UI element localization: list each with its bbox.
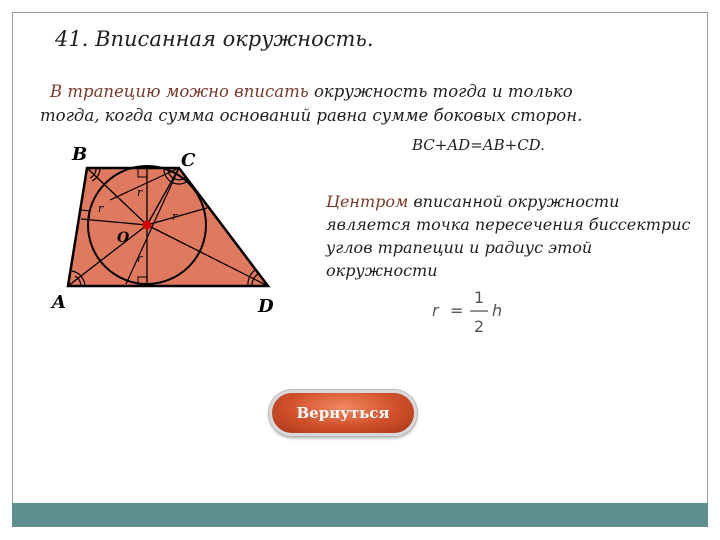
center-point [143,221,152,230]
formula-numerator: 1 [474,288,485,307]
statement-line-2: тогда, когда сумма оснований равна сумме боковых сторон. [40,106,583,125]
formula-equals: = [450,301,464,320]
slide-title: 41. Вписанная окружность. [55,27,374,51]
center-emphasis: Центром [326,192,409,211]
label-o: O [117,230,130,246]
label-r-right: r [172,210,178,223]
formula-h: h [492,301,503,320]
center-text: вписанной окружности является точка пересечения биссектрис углов трапеции и радиус этой окружности [326,192,691,280]
label-d: D [258,296,274,317]
label-r-left: r [98,202,104,215]
statement-emphasis: В трапецию можно вписать [50,82,309,101]
formula-r: r [432,301,439,320]
label-r-top: r [137,186,143,199]
trapezoid-diagram [40,140,310,330]
radius-formula [430,284,520,340]
theorem-statement [40,80,680,128]
statement-text: окружность тогда и только [308,82,573,101]
label-a: A [52,292,66,313]
back-button[interactable]: Вернуться [269,390,417,436]
label-r-bottom: r [137,252,143,265]
label-c: C [181,150,196,171]
sum-formula: BC+AD=AB+CD. [412,136,545,154]
label-b: B [72,144,88,165]
formula-denominator: 2 [474,317,485,336]
trapezoid [68,168,268,286]
center-description [326,190,698,282]
bottom-bar [12,503,708,527]
